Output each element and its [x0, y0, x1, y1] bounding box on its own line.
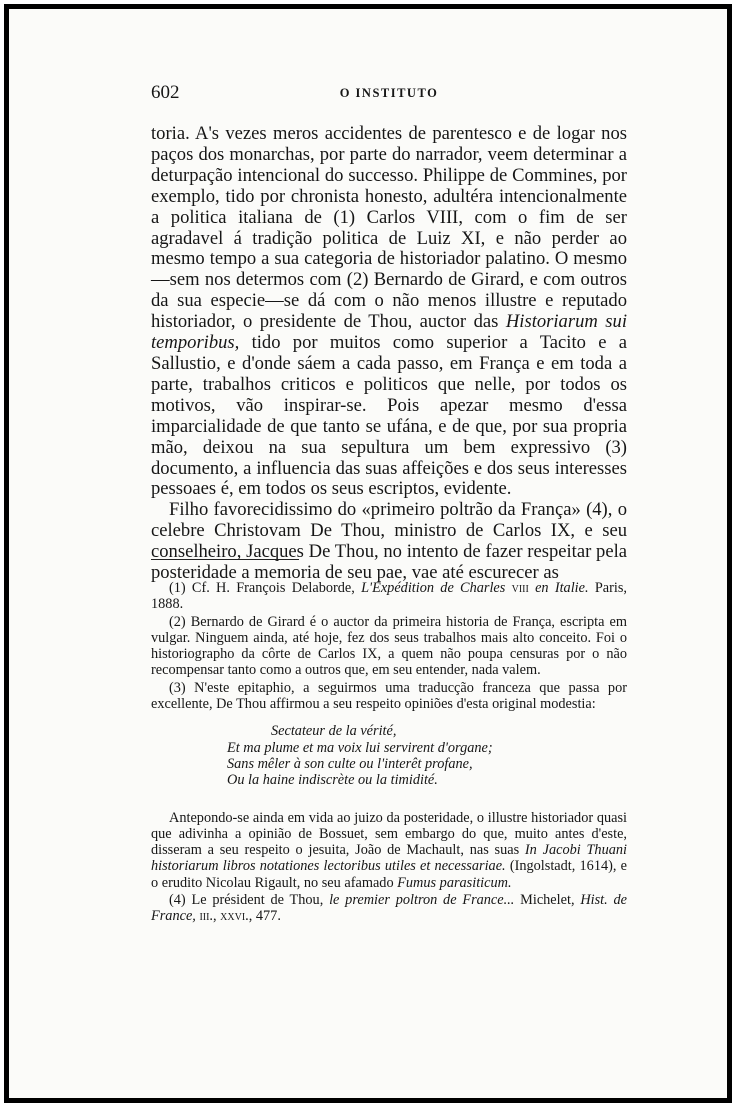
- footnote-1-text-a: (1) Cf. H. François Delaborde,: [169, 580, 362, 596]
- footnote-1-roman: viii: [511, 580, 529, 596]
- footnote-3-continued: [151, 810, 627, 891]
- footnote-1-text-b: Paris, 1888.: [151, 580, 628, 613]
- running-header: [151, 82, 627, 106]
- footnote-3b-title-2: Fumus parasiticum.: [397, 874, 512, 891]
- main-text: [151, 124, 627, 584]
- verse-line: Sans mêler à son culte ou l'interêt profane,: [227, 755, 473, 772]
- verse-line: Sectateur de la vérité,: [271, 723, 397, 740]
- footnote-4-title-2: Hist. de France,: [151, 892, 627, 925]
- footnote-4-title: le premier poltron de France...: [329, 892, 515, 909]
- verse-line: Ou la haine indiscrète ou la timidité.: [227, 772, 438, 789]
- paragraph-1: [151, 124, 627, 500]
- paragraph-2: Filho favorecidissimo do «primeiro poltrão da França» (4), o celebre Christovam De Thou, ministro de Carlos IX, e seu conselheiro, Jacques De Thou, no intento de fazer respeitar pela posteridade a memoria de seu pae, vae até escurecer as: [151, 499, 627, 584]
- footnote-1: [151, 580, 627, 613]
- footnote-4-text-a: (4) Le président de Thou,: [169, 892, 330, 909]
- footnote-1-title: L'Expédition de Charles: [361, 580, 506, 596]
- running-title: O INSTITUTO: [339, 86, 439, 100]
- footnote-4: [151, 892, 627, 925]
- footnote-3b-text-a: Antepondo-se ainda em vida ao juizo da posteridade, o illustre historiador quasi que adivinha a opinião de Bossuet, sem embargo do que, muito antes d'este, disseram a seu respeito o jesuita, João de Machault, nas suas: [151, 809, 627, 859]
- footnotes: [151, 580, 627, 925]
- footnote-4-roman: iii., xxvi.,: [199, 908, 253, 925]
- footnote-4-text-b: Michelet,: [514, 892, 581, 909]
- footnote-3: (3) N'este epitaphio, a seguirmos uma traducção franceza que passa por excellente, De Thou affirmou a seu respeito opiniões d'esta original modestia:: [151, 679, 627, 713]
- footnote-separator: [151, 559, 299, 560]
- footnote-4-text-d: 477.: [252, 908, 281, 925]
- page-number: 602: [151, 82, 180, 103]
- verse-line: Et ma plume et ma voix lui servirent d'organe;: [227, 739, 493, 756]
- footnote-3b-title: In Jacobi Thuani historiarum libros notationes lectoribus utiles et necessariae.: [151, 842, 627, 875]
- footnote-3b-text-b: (Ingolstadt, 1614), e o erudito Nicolau Rigault, no seu afamado: [151, 858, 627, 891]
- footnote-1-title-2: en Italie.: [528, 580, 589, 596]
- paragraph-1-text-a: toria. A's vezes meros accidentes de parentesco e de logar nos paços dos monarchas, por parte do narrador, veem determinar a deturpação intencional do successo. Philippe de Commines, por exemplo, tido por chronista honesto, adultéra intencionalmente a politica italiana de (1) Carlos VIII, com o fim de ser agradavel á tradição politica de Luiz XI, e não perder ao mesmo tempo a sua categoria de historiador palatino. O mesmo—sem nos determos com (2) Bernardo de Girard, e com outros da sua especie—se dá com o não menos illustre e reputado historiador, o presidente de Thou, auctor das: [151, 123, 627, 333]
- footnote-2: (2) Bernardo de Girard é o auctor da primeira historia de França, escripta em vulgar. Ninguem ainda, até hoje, fez dos seus trabalhos mais alto conceito. Foi o historiographo da côrte de Carlos IX, a quem não poupa censuras por o não recompensar tanto como a outros que, em seu entender, nada valem.: [151, 613, 627, 679]
- work-title: Historiarum sui temporibus,: [151, 311, 627, 354]
- epitaph-verse: [227, 723, 627, 788]
- paragraph-1-text-b: tido por muitos como superior a Tacito e a Sallustio, e d'onde sáem a cada passo, em França e em toda a parte, trabalhos criticos e politicos que nelle, por todos os motivos, vão inspirar-se. Pois apezar mesmo d'essa imparcialidade de que tanto se ufána, e de que, por sua propria mão, deixou na sua sepultura um bem expressivo (3) documento, a influencia das suas affeições e dos seus interesses pessoaes é, em todos os seus escriptos, evidente.: [151, 332, 627, 500]
